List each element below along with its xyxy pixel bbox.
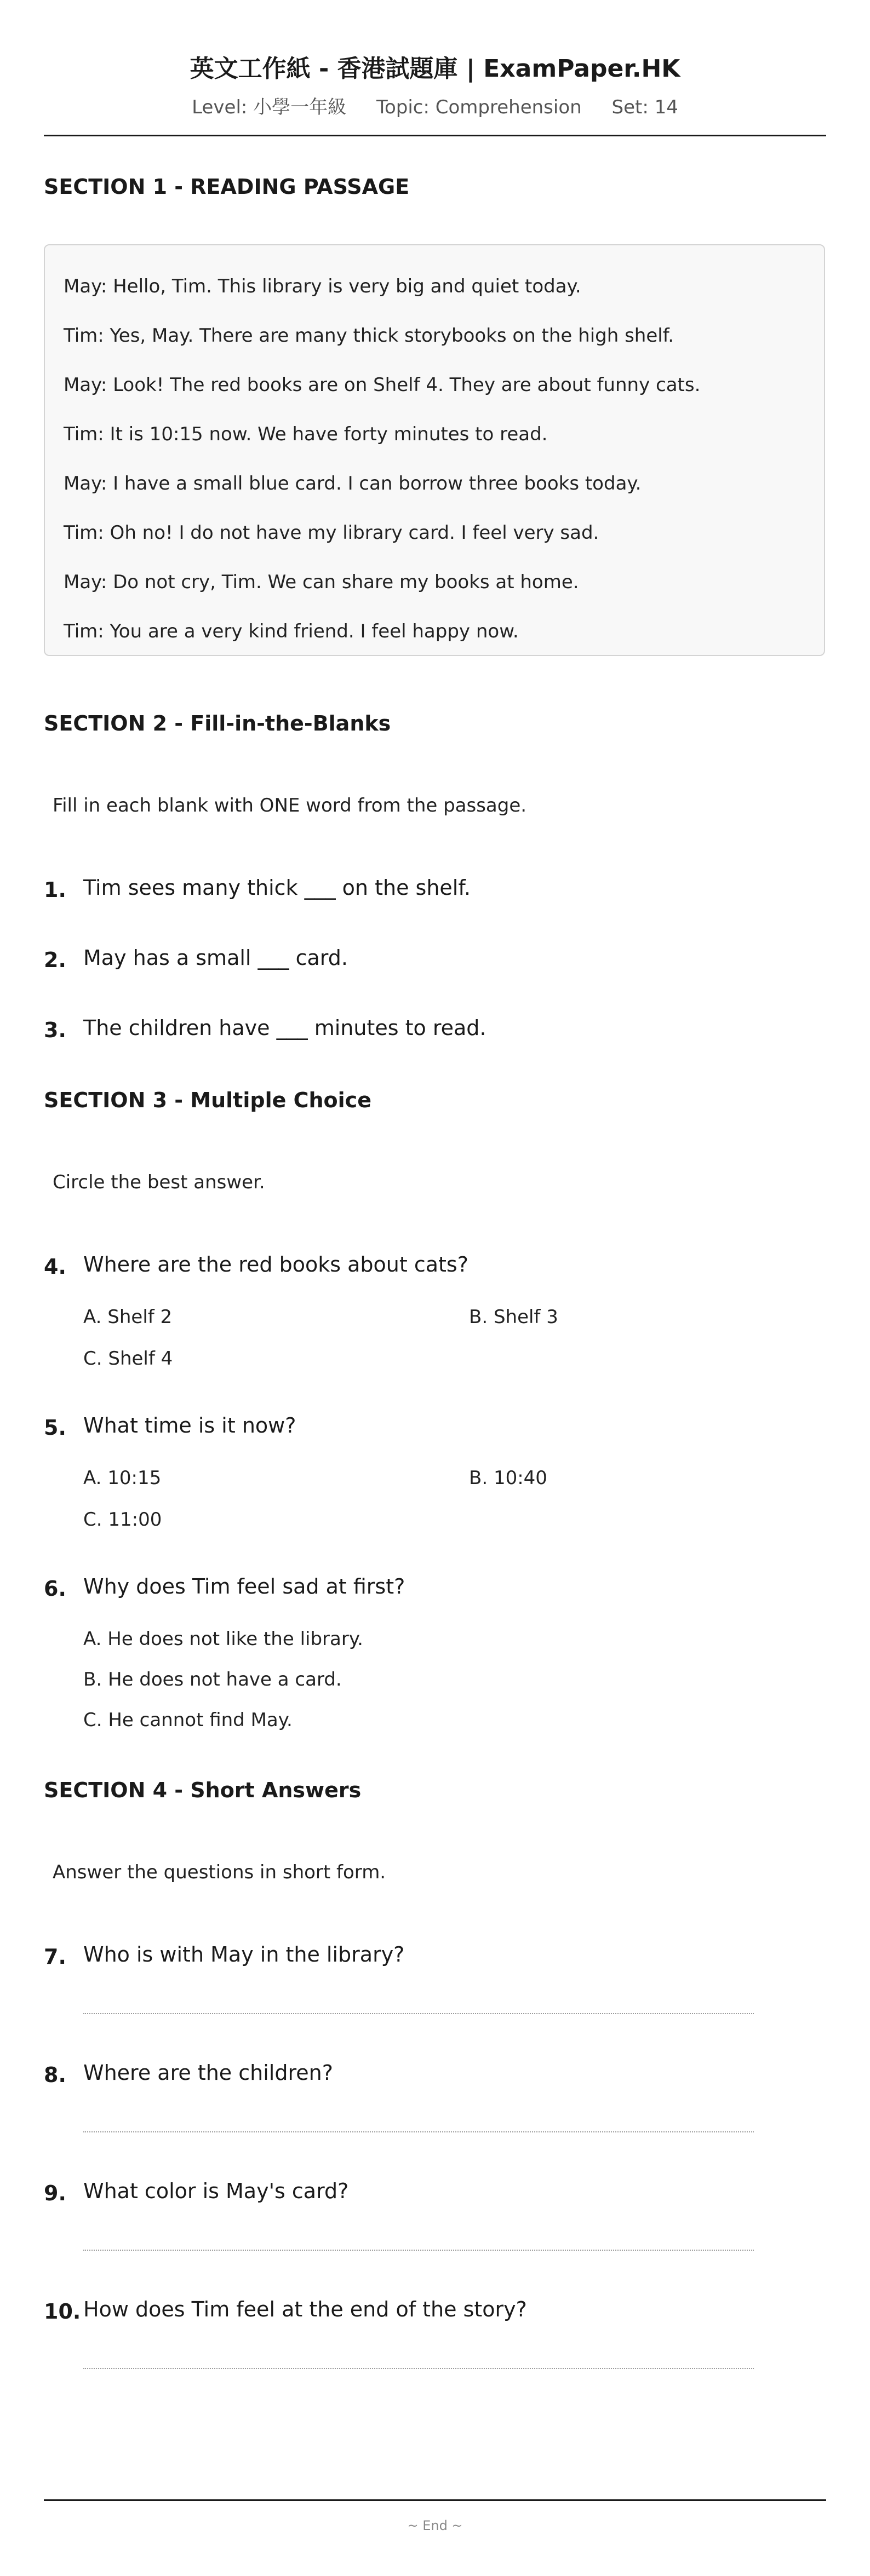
question-number: 1. bbox=[44, 878, 66, 902]
option-b[interactable]: B. Shelf 3 bbox=[469, 1306, 558, 1328]
section-4-title: SECTION 4 - Short Answers bbox=[44, 1778, 362, 1802]
passage-line: Tim: Oh no! I do not have my library card. I feel very sad. bbox=[64, 522, 599, 544]
reading-passage bbox=[44, 244, 825, 656]
answer-line[interactable] bbox=[83, 2131, 754, 2132]
footer-end-label: ~ End ~ bbox=[407, 2518, 463, 2533]
passage-line: Tim: Yes, May. There are many thick storybooks on the high shelf. bbox=[64, 325, 674, 347]
question-text: What color is May's card? bbox=[83, 2179, 349, 2203]
question-number: 7. bbox=[44, 1945, 66, 1969]
set-label: Set: 14 bbox=[611, 96, 678, 118]
passage-line: May: Look! The red books are on Shelf 4. They are about funny cats. bbox=[64, 374, 701, 396]
option-c[interactable]: C. He cannot find May. bbox=[83, 1709, 293, 1731]
footer-divider bbox=[44, 2499, 826, 2501]
question-number: 5. bbox=[44, 1416, 66, 1440]
section-3-instruction: Circle the best answer. bbox=[53, 1171, 265, 1193]
question-text: The children have ___ minutes to read. bbox=[83, 1016, 486, 1040]
topic-label: Topic: Comprehension bbox=[376, 96, 582, 118]
question-text: How does Tim feel at the end of the story? bbox=[83, 2297, 527, 2321]
option-b[interactable]: B. 10:40 bbox=[469, 1467, 547, 1489]
question-number: 2. bbox=[44, 948, 66, 972]
question-text: What time is it now? bbox=[83, 1413, 296, 1438]
question-number: 8. bbox=[44, 2063, 66, 2087]
passage-line: Tim: It is 10:15 now. We have forty minutes to read. bbox=[64, 423, 548, 445]
worksheet-header bbox=[44, 0, 826, 136]
question-number: 9. bbox=[44, 2181, 66, 2205]
section-3-title: SECTION 3 - Multiple Choice bbox=[44, 1088, 371, 1112]
worksheet-page bbox=[44, 0, 826, 2533]
option-a[interactable]: A. 10:15 bbox=[83, 1467, 162, 1489]
worksheet-meta bbox=[44, 94, 826, 120]
answer-line[interactable] bbox=[83, 2368, 754, 2369]
question-text: Where are the children? bbox=[83, 2061, 333, 2085]
option-a[interactable]: A. He does not like the library. bbox=[83, 1628, 363, 1650]
passage-line: May: I have a small blue card. I can borrow three books today. bbox=[64, 473, 642, 495]
question-number: 3. bbox=[44, 1018, 66, 1042]
question-number: 6. bbox=[44, 1577, 66, 1601]
section-2-instruction: Fill in each blank with ONE word from the passage. bbox=[53, 795, 527, 817]
answer-line[interactable] bbox=[83, 2013, 754, 2014]
question-text: May has a small ___ card. bbox=[83, 946, 348, 970]
passage-line: May: Hello, Tim. This library is very big and quiet today. bbox=[64, 275, 581, 297]
level-label: Level: 小學一年級 bbox=[192, 96, 347, 118]
question-text: Who is with May in the library? bbox=[83, 1942, 405, 1967]
question-text: Tim sees many thick ___ on the shelf. bbox=[83, 876, 471, 900]
question-number: 4. bbox=[44, 1255, 66, 1279]
option-c[interactable]: C. 11:00 bbox=[83, 1509, 162, 1531]
option-b[interactable]: B. He does not have a card. bbox=[83, 1669, 342, 1691]
section-1-title: SECTION 1 - READING PASSAGE bbox=[44, 175, 410, 199]
question-text: Where are the red books about cats? bbox=[83, 1252, 468, 1277]
question-number: 10. bbox=[44, 2299, 81, 2324]
answer-line[interactable] bbox=[83, 2250, 754, 2251]
option-a[interactable]: A. Shelf 2 bbox=[83, 1306, 173, 1328]
page-title: 英文工作紙 - 香港試題庫 | ExamPaper.HK bbox=[190, 55, 680, 83]
passage-line: Tim: You are a very kind friend. I feel happy now. bbox=[64, 620, 519, 642]
section-2-title: SECTION 2 - Fill-in-the-Blanks bbox=[44, 711, 391, 735]
passage-line: May: Do not cry, Tim. We can share my books at home. bbox=[64, 571, 579, 593]
question-text: Why does Tim feel sad at first? bbox=[83, 1574, 405, 1599]
option-c[interactable]: C. Shelf 4 bbox=[83, 1348, 173, 1370]
section-4-instruction: Answer the questions in short form. bbox=[53, 1861, 386, 1883]
